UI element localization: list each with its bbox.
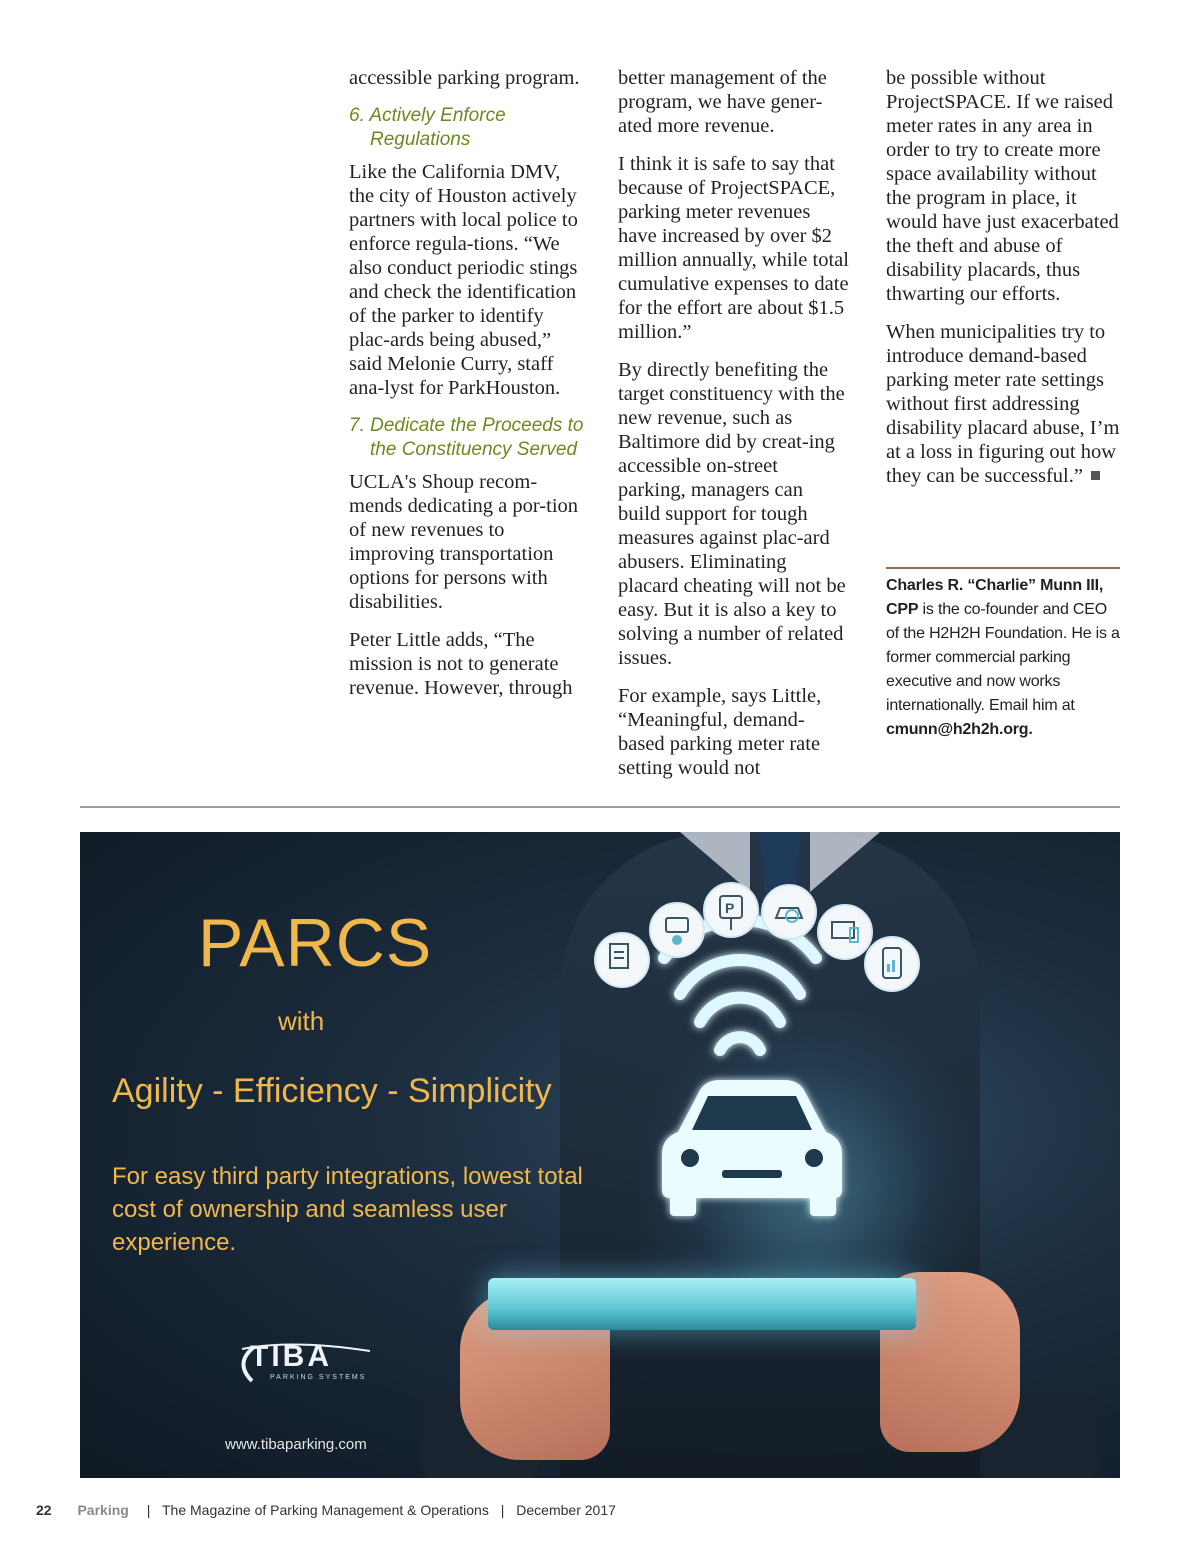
ad-tagline: Agility - Efficiency - Simplicity: [112, 1072, 552, 1110]
mobile-chart-icon: [865, 937, 919, 991]
paragraph: UCLA's Shoup recom-mends dedicating a por-tion of new revenues to improving transportation options for persons with disabilities.: [349, 471, 579, 613]
devices-icon: [818, 905, 872, 959]
section-heading: 6. Actively Enforce Regulations: [349, 105, 506, 150]
ad-body-text: For easy third party integrations, lowest total cost of ownership and seamless user experience.: [112, 1163, 583, 1256]
document-icon: [595, 933, 649, 987]
issue-date: December 2017: [516, 1502, 616, 1518]
author-name: Charles R. “Charlie” Munn III, CPP: [886, 577, 1104, 618]
paragraph: For example, says Little, “Meaningful, demand-based parking meter rate setting would not: [618, 685, 822, 779]
magazine-name: The Magazine of Parking Management & Operations: [162, 1502, 489, 1518]
paragraph: Like the California DMV, the city of Houston actively partners with local police to enforce regula-tions. “We also conduct periodic stings and check the identification of the parker to identify plac-ards being abused,” said Melonie Curry, staff ana-lyst for ParkHouston.: [349, 161, 578, 399]
ad-website-link[interactable]: www.tibaparking.com: [225, 1436, 367, 1453]
ticket-machine-icon: [650, 903, 704, 957]
page-number: 22: [36, 1502, 52, 1518]
glowing-tablet: [488, 1278, 916, 1330]
paragraph: I think it is safe to say that because of ProjectSPACE, parking meter revenues have increased by over $2 million annually, while total cumulative expenses to date for the effort are about $1.5 million.”: [618, 153, 849, 343]
paragraph: be possible without ProjectSPACE. If we raised meter rates in any area in order to try to create more space availability without the program in place, it would have just exacerbated the theft and abuse of disability placards, thus thwarting our efforts.: [886, 67, 1119, 305]
paragraph-final: [886, 320, 1126, 488]
section-divider: [80, 806, 1120, 808]
ad-with-label: with: [278, 1006, 325, 1036]
footer-separator: |: [146, 1502, 151, 1518]
paragraph: better management of the program, we have gener-ated more revenue.: [618, 67, 827, 137]
paragraph: By directly benefiting the target constituency with the new revenue, such as Baltimore did by creat-ing accessible on-street parking, managers can build support for tough measures against plac-ard abusers. Eliminating placard cheating will not be easy. But it is also a key to solving a number of related issues.: [618, 359, 846, 669]
parking-sign-icon: [704, 883, 758, 937]
car-search-icon: [762, 885, 816, 939]
article-column-1: [349, 66, 589, 714]
author-email[interactable]: cmunn@h2h2h.org.: [886, 721, 1033, 738]
paragraph: accessible parking program.: [349, 67, 580, 89]
tiba-logo: TIBA: [250, 1340, 332, 1373]
paragraph: Peter Little adds, “The mission is not to generate revenue. However, through: [349, 629, 573, 699]
section-heading: 7. Dedicate the Proceeds to the Constituency Served: [349, 415, 584, 460]
page-footer: [36, 1502, 616, 1518]
article-column-2: [618, 66, 850, 794]
bio-text: is the co-founder and CEO of the H2H2H Foundation. He is a former commercial parking executive and now works internationally. Email him at: [886, 601, 1120, 714]
end-mark-icon: [1091, 471, 1100, 480]
ad-headline: PARCS: [198, 905, 433, 981]
svg-text:P: P: [725, 900, 735, 916]
tiba-advertisement[interactable]: [80, 832, 1120, 1478]
bio-divider: [886, 567, 1120, 569]
article-column-3: [886, 66, 1126, 502]
magazine-brand: Parking: [77, 1502, 129, 1518]
tiba-logo-subtitle: PARKING SYSTEMS: [270, 1374, 367, 1381]
author-bio: [886, 574, 1122, 742]
paragraph-text: When municipalities try to introduce demand-based parking meter rate settings without first addressing disability placard abuse, I’m at a loss in figuring out how they can be successful.”: [886, 321, 1120, 487]
footer-separator: |: [500, 1502, 505, 1518]
